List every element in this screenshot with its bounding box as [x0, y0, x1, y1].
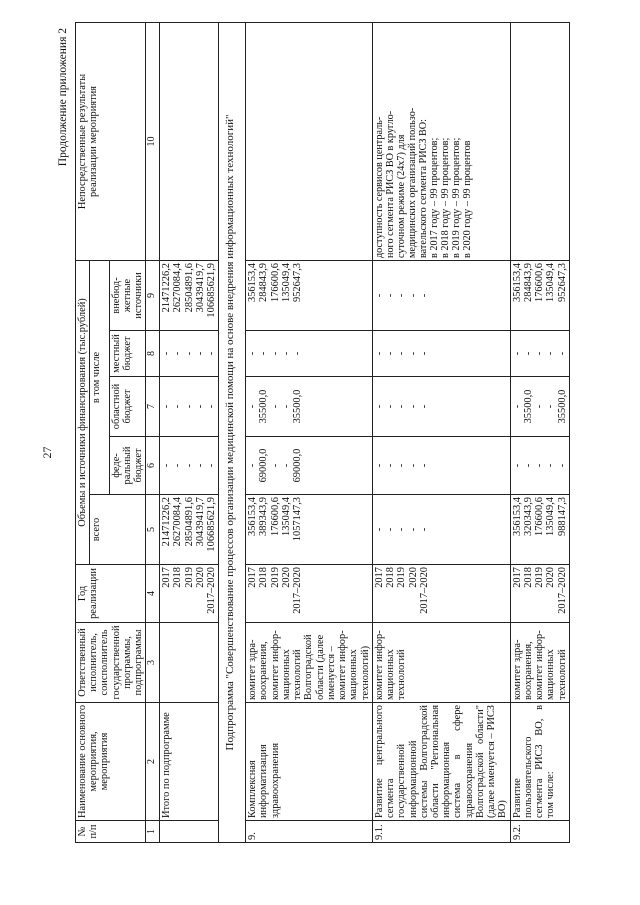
col-num-8: 8 — [146, 331, 160, 377]
table-row — [246, 23, 373, 843]
column-number-row — [146, 23, 160, 843]
row-federal: - - - - - — [372, 437, 510, 495]
row-years: 2017 2018 2019 2020 2017–2020 — [246, 565, 373, 623]
row-result: доступность сервисов централь- ного сегмента РИСЗ ВО в кругло- суточном режиме (24х7) для медицинских организаций пользо- вательского сегмента РИСЗ ВО: в 2017 году – 99 процентов; в 2018 году – 99 процентов; в 2019 году – 99 процентов; в 2020 году – 99 процентов — [372, 23, 510, 261]
totals-extra: 21471226,2 26270084,4 28504891,6 30439419,7 106685621,9 — [160, 261, 219, 331]
header-row-1 — [76, 23, 90, 843]
header-federal: феде- ральный бюджет — [109, 437, 146, 495]
header-year: Год реализации — [76, 565, 146, 623]
row-federal: - - - - - — [510, 437, 569, 495]
row-num: 9.1. — [372, 821, 510, 843]
row-extra: 356153,4 284843,9 176600,6 135049,4 952647,3 — [510, 261, 569, 331]
header-extra: внебюд- жетные источники — [109, 261, 146, 331]
col-num-9: 9 — [146, 261, 160, 331]
header-result: Непосредственные результаты реализации мероприятия — [76, 23, 146, 261]
row-federal: - 69000,0 - - 69000,0 — [246, 437, 373, 495]
header-executor: Ответственный исполнитель, соисполнитель государственной программы, подпрограммы — [76, 623, 146, 703]
header-volumes: Объемы и источники финансирования (тыс.рублей) — [76, 261, 90, 565]
col-num-1: 1 — [146, 821, 160, 843]
row-regional: - 35500,0 - - 35500,0 — [246, 377, 373, 437]
totals-local: - - - - - — [160, 331, 219, 377]
table-row — [372, 23, 510, 843]
row-years: 2017 2018 2019 2020 2017–2020 — [510, 565, 569, 623]
continuation-note: Продолжение приложения 2 — [57, 28, 69, 167]
totals-regional: - - - - - — [160, 377, 219, 437]
col-num-4: 4 — [146, 565, 160, 623]
financing-table — [75, 22, 570, 843]
row-num: 9. — [246, 821, 373, 843]
totals-years: 2017 2018 2019 2020 2017–2020 — [160, 565, 219, 623]
header-regional: областной бюджет — [109, 377, 146, 437]
totals-row — [160, 23, 219, 843]
totals-result — [160, 23, 219, 261]
totals-total: 21471226,2 26270084,4 28504891,6 30439419,7 106685621,9 — [160, 495, 219, 565]
row-executor: комитет здра- воохранения, комитет инфор- мационных технологий — [510, 623, 569, 703]
totals-label: Итого по подпрограмме — [160, 703, 219, 821]
row-regional: - 35500,0 - - 35500,0 — [510, 377, 569, 437]
totals-executor — [160, 623, 219, 703]
col-num-3: 3 — [146, 623, 160, 703]
row-years: 2017 2018 2019 2020 2017–2020 — [372, 565, 510, 623]
row-total: 356153,4 320343,9 176600,6 135049,4 988147,3 — [510, 495, 569, 565]
col-num-2: 2 — [146, 703, 160, 821]
col-num-7: 7 — [146, 377, 160, 437]
subprogram-row — [219, 23, 246, 843]
row-result — [246, 23, 373, 261]
subprogram-title: Подпрограмма "Совершенствование процессов организации медицинской помощи на основе внедрения информационных технологий" — [219, 23, 246, 843]
header-name: Наименование основного мероприятия, мероприятия — [76, 703, 146, 821]
row-total: - - - - - — [372, 495, 510, 565]
row-total: 356153,4 389343,9 176600,6 135049,4 1057147,3 — [246, 495, 373, 565]
header-total: всего — [90, 495, 146, 565]
row-extra: - - - - - — [372, 261, 510, 331]
header-including: в том числе — [90, 261, 109, 495]
row-executor: комитет здра- воохранения, комитет инфор- мационных технологий Волгоградской области (далее именуется – комитет инфор- мационных технологий) — [246, 623, 373, 703]
row-result — [510, 23, 569, 261]
header-local: местный бюджет — [109, 331, 146, 377]
table-row — [510, 23, 569, 843]
page-number: 27 — [40, 446, 54, 459]
col-num-10: 10 — [146, 23, 160, 261]
row-name: Развитие центрального сегмента государственной информационной системы Волгоградской области "Региональная информационная система в сфере здравоохранения Волгоградской области" (далее именуется – РИСЗ ВО) — [372, 703, 510, 821]
header-num: № п/п — [76, 821, 146, 843]
row-num: 9.2. — [510, 821, 569, 843]
row-regional: - - - - - — [372, 377, 510, 437]
row-local: - - - - - — [372, 331, 510, 377]
row-local: - - - - - — [510, 331, 569, 377]
row-local: - - - - - — [246, 331, 373, 377]
totals-num — [160, 821, 219, 843]
totals-federal: - - - - - — [160, 437, 219, 495]
row-extra: 356153,4 284843,9 176600,6 135049,4 952647,3 — [246, 261, 373, 331]
col-num-6: 6 — [146, 437, 160, 495]
row-name: Развитие пользовательского сегмента РИСЗ ВО, в том числе: — [510, 703, 569, 821]
row-name: Комплексная информатизация здравоохранения — [246, 703, 373, 821]
row-executor: комитет инфор- мационных технологий — [372, 623, 510, 703]
col-num-5: 5 — [146, 495, 160, 565]
